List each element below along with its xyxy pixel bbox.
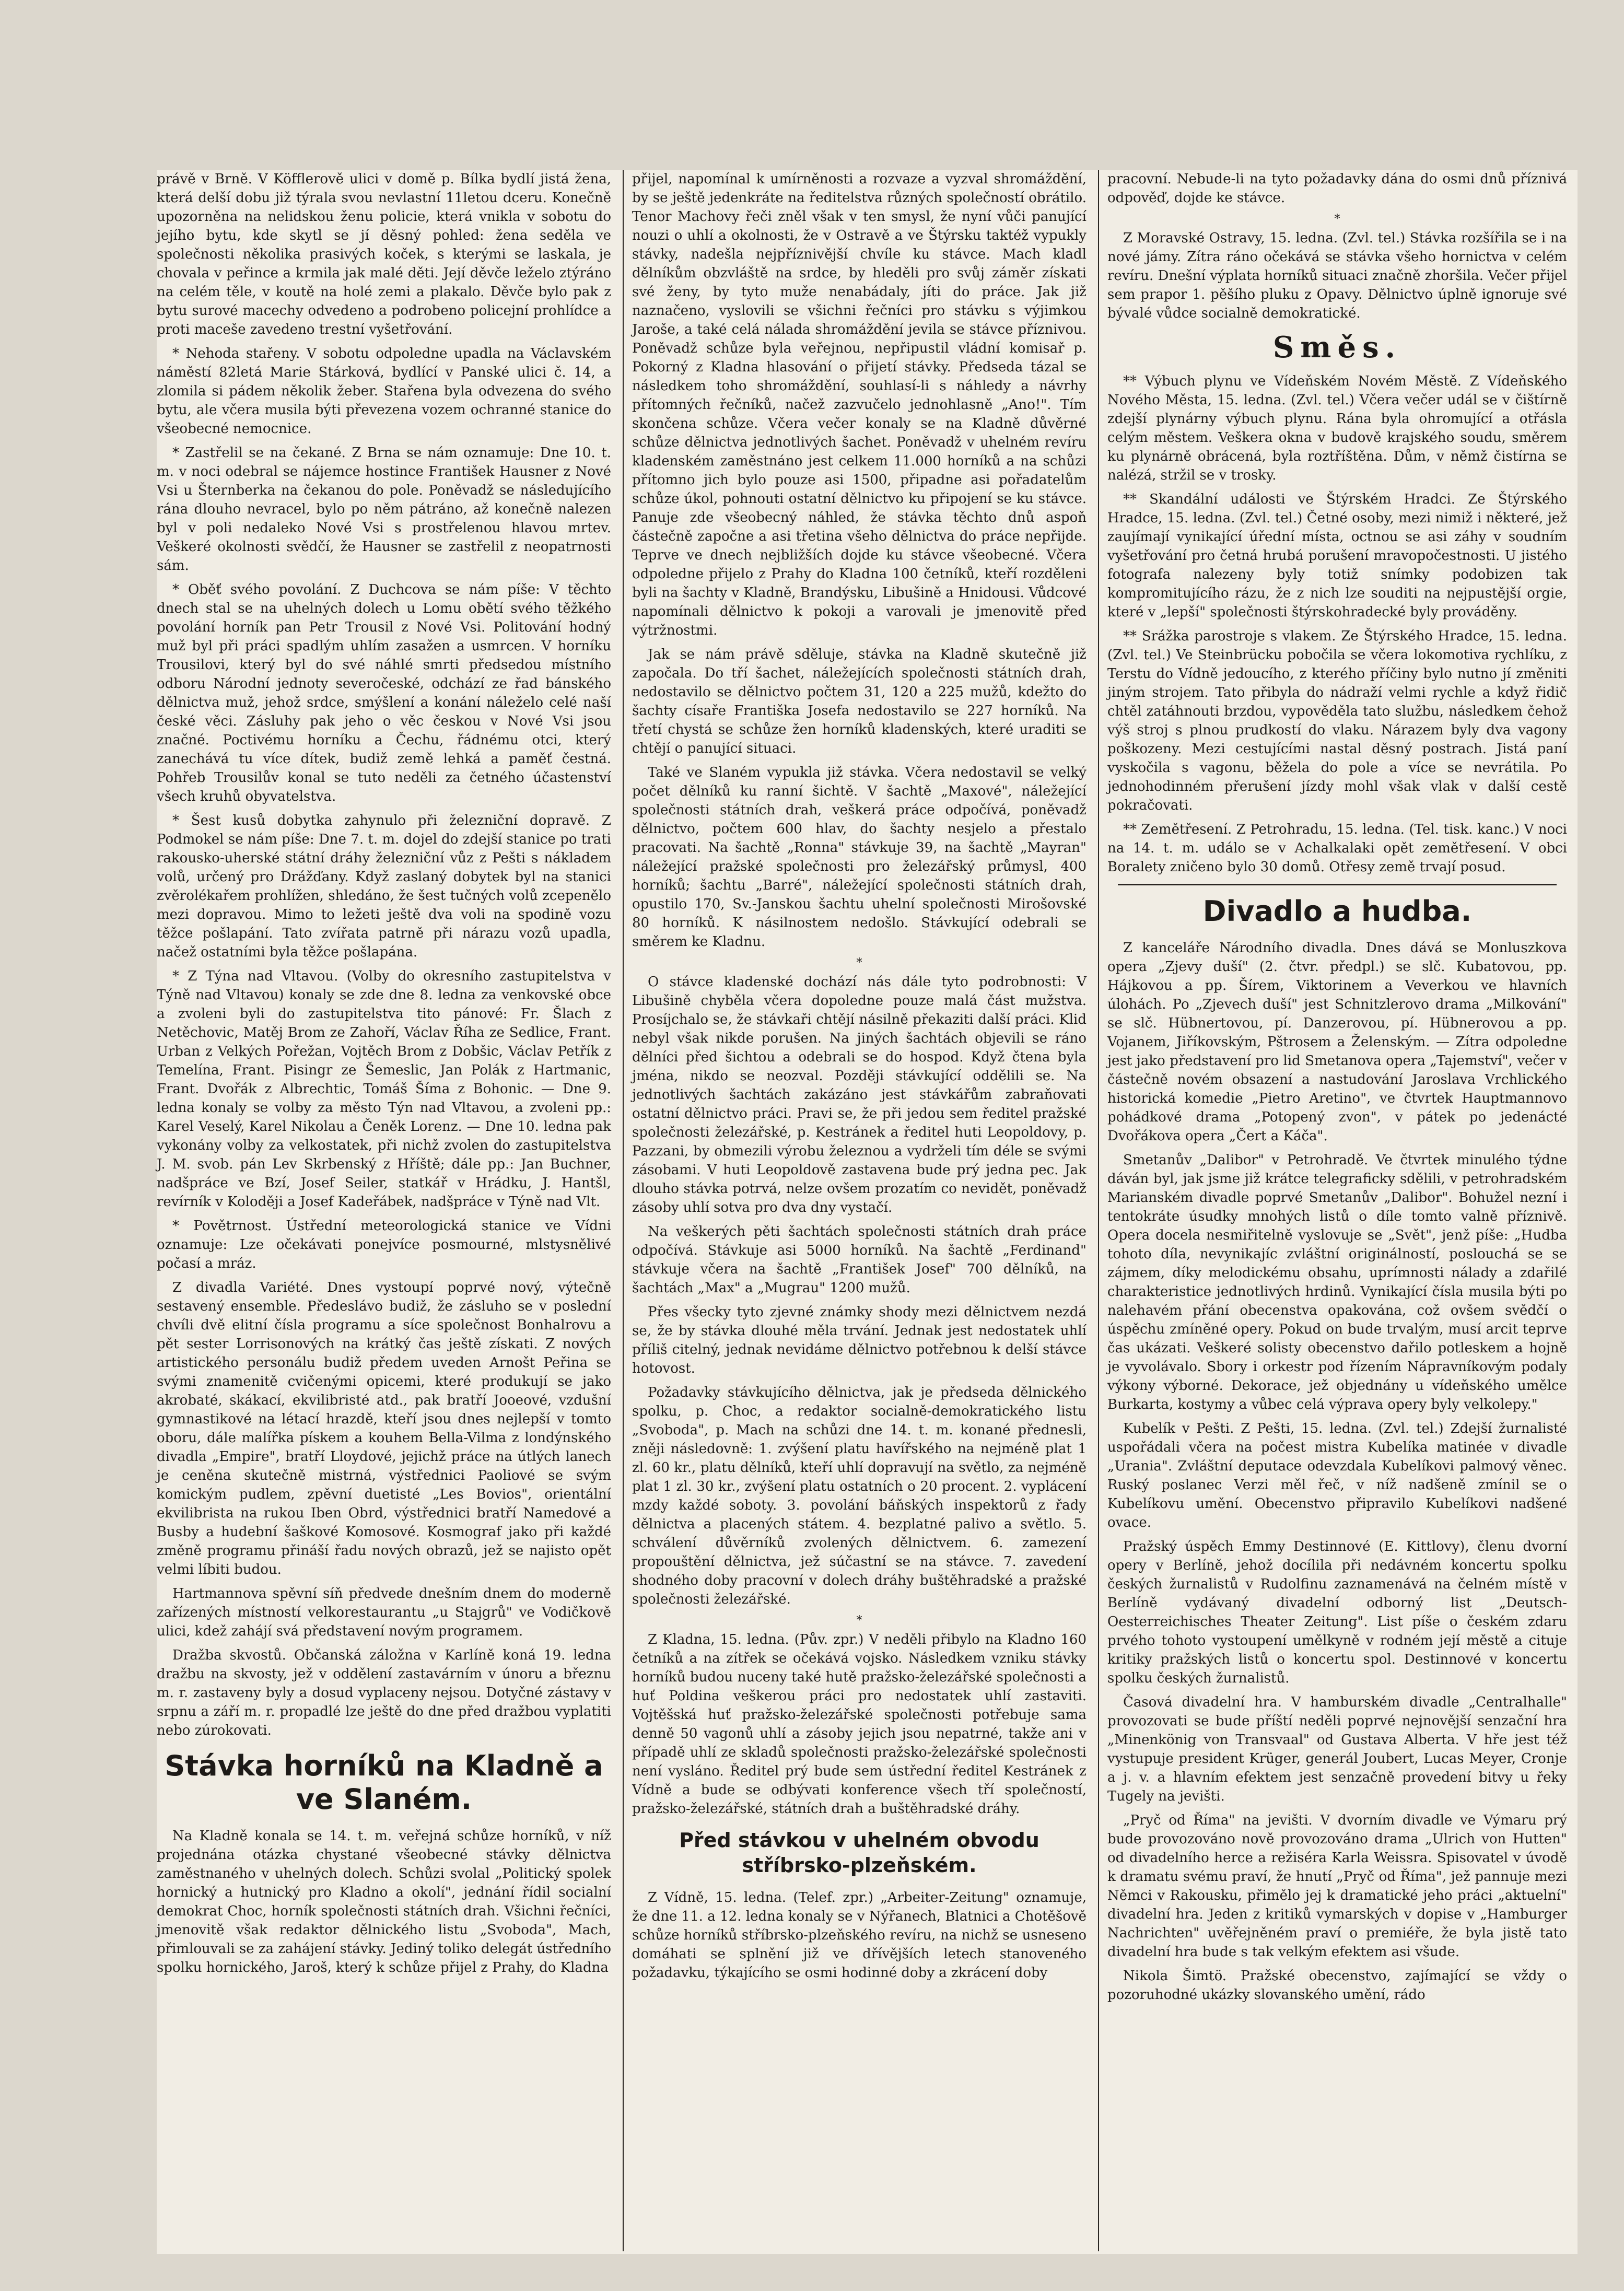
article-text: Na veškerých pěti šachtách společnosti státních drah práce odpočívá. Stávkuje asi 5000 horníků. Na šachtě „Ferdinand" stávkuje včera na šachtě „František Josef" 700 dělníků, na šachtách „Max" a „Mugrau" 1200 mužů. bbox=[632, 1224, 1086, 1296]
article-text: Jak se nám právě sděluje, stávka na Kladně skutečně již započala. Do tří šachet, náležejících společnosti státních drah, nedostavilo se dělnictvo počtem 31, 120 a 225 mužů, kdežto do šachty císaře Františka Josefa nedostavilo se 227 horníků. Na třetí chystá se schůze žen horníků kladenských, které uraditi se chtějí o panující situaci. bbox=[632, 647, 1086, 756]
column-right bbox=[1107, 170, 1567, 2009]
article-text: Smetanův „Dalibor" v Petrohradě. Ve čtvrtek minulého týdne dáván byl, jak jsme již krátce telegraficky sdělili, v petrohradském Marianském divadle poprvé Smetanův „Dalibor". Bohužel nezní i tentokráte úsudky mnohých listů o díle tomto valně příznivě. Opera docela nesmiřitelně vyslovuje se „Svět", jenž píše: „Hudba tohoto díla, nevynikajíc zvláštní originálností, poslouchá se se zájmem, díky melodickému obsahu, uprímnosti nálady a zdařilé charakteristice jednotlivých hrdinů. Vynikající čísla musila býti po nalehavém přání obecenstva opakována, což ovšem svědčí o úspěchu zmíněné opery. Pokud on bude trvalým, musí arcit teprve čas ukázati. Veškeré solisty obecenstvo dařilo potleskem a hojně je vyvolávalo. Sbory i orkestr pod řízením Nápravníkovým podaly výkony výborné. Dekorace, jež objednány u vídeňského umělce Burkarta, kostymy a vůbec celá výprava opery byly velkolepy." bbox=[1107, 1152, 1567, 1412]
separator-star: * bbox=[1334, 213, 1340, 226]
separator-star: * bbox=[856, 1614, 862, 1627]
article-text: ** Skandální události ve Štýrském Hradci. Ze Štýrského Hradce, 15. ledna. (Zvl. tel.) Četné osoby, mezi nimiž i některé, jež zaujímají vynikající úřední místa, octnou se asi záhy v soudním vyšetřování pro četná hrubá porušení mravopočestnosti. U jistého fotografa nalezeny byly totiž snímky podobizen tak kompromitujícího rázu, že z nich lze souditi na nejpustější orgie, které v „lepší" společnosti štýrskohradecké byly prováděny. bbox=[1107, 492, 1567, 620]
article-text: přijel, napomínal k umírněnosti a rozvaze a vyzval shromáždění, by se ještě jedenkráte na ředitelstva různých společností obrátilo. Tenor Machovy řeči zněl však v ten smysl, že nyní vůči panující nouzi o uhlí a okolnosti, že v Ostravě a ve Štýrsku taktéž vypukly stávky, nadešla nejpříznivější chvíle ku stávce. Mach kladl dělníkům obzvláště na srdce, by hleděli pro svůj záměr získati své ženy, by tyto muže nenabádaly, jíti do práce. Jak již naznačeno, vyslovili se všichni řečníci pro stávku s výjimkou Jaroše, a také celá nálada shromáždění jevila se stávce příznivou. Poněvadž schůze byla veřejnou, nepřipustil vládní komisař p. Pokorný z Kladna hlasování o přijetí stávky. Předseda tázal se následkem toho shromáždění, souhlasí-li s náhledy a návrhy přítomných řečníků, načež zazvučelo jednohlasně „Ano!". Tím skončena schůze. Včera večer konaly se na Kladně důvěrné schůze dělnictva jednotlivých šachet. Poněvadž v uhelném revíru kladenském zaměstnáno jest celkem 11.000 horníků a na schůzi přítomno jich bylo pouze asi 1500, připadne asi pořadatelům schůze úkol, pohnouti ostatní dělnictvo ku připojení se ku stávce. Panuje zde všeobecný náhled, že stávka těchto dnů aspoň částečně započne a asi třetina všeho dělnictva do práce nepřijde. Teprve ve dnech nejbližších dojde ku stávce všeobecné. Včera odpoledne přijelo z Prahy do Kladna 100 četníků, kteří rozděleni byli na šachty v Kladně, Brandýsku, Libušině a Hnidousi. Vůdcové napomínali dělnictvo k pokoji a varovali je jmenovitě před výtržnostmi. bbox=[632, 171, 1086, 638]
newspaper-page bbox=[157, 170, 1578, 2254]
article-text: „Pryč od Říma" na jevišti. V dvorním divadle ve Výmaru prý bude provozováno nově provozováno drama „Ulrich von Hutten" od divadelního herce a režiséra Karla Weissra. Spisovatel v úvodě k dramatu svému praví, že hnutí „Pryč od Říma", jež pannuje mezi Němci v Rakousku, přimělo jej k dramatické jeho práci „aktuelní" divadelní hra. Jeden z kritiků vymarských v dopise v „Hamburger Nachrichten" uvěřejněném praví o premiéře, že byla jistě tato divadelní hra bude s tak velkým efektem asi všude. bbox=[1107, 1813, 1567, 1960]
article-text: Dražba skvostů. Občanská záložna v Karlíně koná 19. ledna dražbu na skvosty, jež v oddělení zastavárním v únoru a březnu m. r. zastaveny byly a dosud vyplaceny nejsou. Dotyčné zástavy v srpnu a září m. r. propadlé lze ještě do dne před dražbou vyplatiti nebo zúrokovati. bbox=[157, 1647, 611, 1738]
article-text: Z kanceláře Národního divadla. Dnes dává se Monluszkova opera „Zjevy duší" (2. čtvr. předpl.) se slč. Kubatovou, pp. Hájkovou a pp. Šírem, Viktorinem a Veverkou ve hlavních úlohách. Po „Zjevech duší" jest Schnitzlerovo drama „Milkování" se slč. Hübnertovou, pí. Danzerovou, pí. Hübnerovou a pp. Vojanem, Jiříkovským, Pštrosem a Želenským. — Zítra odpoledne jest jako představení pro lid Smetanova opera „Tajemství", večer v částečně novém obsazení a nastudování Jaroslava Vrchlického historická komedie „Pietro Aretino", ve čtvrtek Hauptmannovo pohádkové drama „Potopený zvon", v pátek po jedenácté Dvořákova opera „Čert a Káča". bbox=[1107, 940, 1567, 1144]
article-headline: Před stávkou v uhelném obvodu stříbrsko-plzeňském. bbox=[679, 1829, 1039, 1877]
section-rule bbox=[1118, 884, 1557, 885]
article-text: Z Vídně, 15. ledna. (Telef. zpr.) „Arbeiter-Zeitung" oznamuje, že dne 11. a 12. ledna konaly se v Nýřanech, Blatnici a Chotěšově schůze horníků stříbrsko-plzeňského revíru, na nichž se usneseno domáhati se splnění již ve dřívějších letech stanoveného požadavku, týkajícího se osmi hodinné doby a zkrácení doby bbox=[632, 1890, 1086, 1981]
separator-star: * bbox=[856, 956, 862, 969]
article-text: Z Kladna, 15. ledna. (Pův. zpr.) V neděli přibylo na Kladno 160 četníků a na zítřek se očekává vojsko. Následkem vzniku stávky horníků budou nuceny také hutě pražsko-železářské společnosti a huť Poldina veškerou práci pro nedostatek uhlí zastaviti. Vojtěšská huť pražsko-železářské společnosti potřebuje sama denně 50 vagonů uhlí a zásoby jejich jsou nepatrné, takže ani v případě uhlí ze skladů společnosti pražsko-železářské společnosti není vysláno. Ředitel prý bude sem ústřední ředitel Kestránek z Vídně a bude se odbývati konference všech tří společností, pražsko-železářské, státních drah a buštěhradské dráhy. bbox=[632, 1632, 1086, 1817]
article-text: Na Kladně konala se 14. t. m. veřejná schůze horníků, v níž projednána otázka chystané všeobecné stávky dělnictva zaměstnaného v uhelných dolech. Schůzi svolal „Politický spolek hornický a hutnický pro Kladno a okolí", jednání řídil socialní demokrat Choc, horník společnosti státních drah. Všichni řečníci, jmenovitě však redaktor dělnického listu „Svoboda", Mach, přimlouvali se za zahájení stávky. Jediný toliko delegát ústředního spolku hornického, Jaroš, který k schůze přijel z Prahy, do Kladna bbox=[157, 1828, 611, 1976]
article-text: O stávce kladenské dochází nás dále tyto podrobnosti: V Libušině chyběla včera dopoledne pouze malá část mužstva. Prosíjchalo se, že stávkaři chtějí násilně překaziti další práci. Klid nebyl však nikde porušen. Na jiných šachtách objevili se ráno dělníci před šichtou a odebrali se do hospod. Když čtena byla jména, nikdo se neozval. Později stávkující oddělili se. Na jednotlivých šachtách zakázáno jest stávkářům zabraňovati ostatní dělnictvo práci. Pravi se, že při jedou sem ředitel pražské společnosti železářské, p. Kestránek a ředitel huti Leopoldovy, p. Pazzani, by obmezili výrobu železnou a vydrželi tím déle se svými zásobami. V huti Leopoldově zastavena bude prý jedna pec. Jak dlouho stávka potrvá, nelze ovšem prozatím co nevidět, poněvadž zásoby uhlí sotva pro dva dny vystačí. bbox=[632, 974, 1086, 1215]
article-text: ** Zemětřesení. Z Petrohradu, 15. ledna. (Tel. tisk. kanc.) V noci na 14. t. m. událo se v Achalkalaki opět zemětřesení. V obci Boralety zničeno bylo 30 domů. Otřesy země trvají posud. bbox=[1107, 822, 1567, 875]
article-headline: Stávka horníků na Kladně a ve Slaném. bbox=[165, 1749, 603, 1816]
article-text: * Oběť svého povolání. Z Duchcova se nám píše: V těchto dnech stal se na uhelných dolech u Lomu obětí svého těžkého povolání horník pan Petr Trousil z Nové Vsi. Politování hodný muž byl při práci spadlým uhlím zasažen a usmrcen. V horníku Trousilovi, který byl do své náhlé smrti předsedou místního odboru Národní jednoty severočeské, odchází ze řad bánského dělnictva muž, jehož srdce, smýšlení a konání náleželo celé naší české věci. Zásluhy pak jeho o věc českou v Nové Vsi jsou značné. Poctivému horníku a Čechu, řádnému otci, který zanechává tu více dítek, budiž země lehká a paměť čestná. Pohřeb Trousilův konal se tuto neděli za četného účastenství všech kruhů obyvatelstva. bbox=[157, 582, 611, 804]
article-text: Kubelík v Pešti. Z Pešti, 15. ledna. (Zvl. tel.) Zdejší žurnalisté uspořádali včera na počest mistra Kubelíka matinée v divadle „Urania". Zvláštní deputace odevzdala Kubelíkovi palmový věnec. Ruský poslanec Verzi měl řeč, v níž nadšeně zmínil se o Kubelíkovu umění. Obecenstvo připravilo Kubelíkovi nadšené ovace. bbox=[1107, 1421, 1567, 1530]
article-text: Přes všecky tyto zjevné známky shody mezi dělnictvem nezdá se, že by stávka dlouhé měla trvání. Jednak jest nedostatek uhlí příliš citelný, jednak nevidáme dělnictvo potřebnou k delší stávce hotovost. bbox=[632, 1304, 1086, 1376]
column-middle bbox=[632, 170, 1086, 1988]
article-text: * Povětrnost. Ústřední meteorologická stanice ve Vídni oznamuje: Lze očekávati ponejvíce posmourné, mlstysnělivé počasí a mráz. bbox=[157, 1218, 611, 1271]
article-text: Hartmannova spěvní síň předvede dnešním dnem do moderně zařízených místností velkorestaurantu „u Stajgrů" ve Vodičkově ulici, kdež zahájí svá představení novým programem. bbox=[157, 1586, 611, 1639]
article-text: * Zastřelil se na čekané. Z Brna se nám oznamuje: Dne 10. t. m. v noci odebral se nájemce hostince František Hausner z Nové Vsi u Šternberka na čekanou do pole. Poněvadž se následujícího rána dlouho nevracel, bylo po něm pátráno, až konečně nalezen byl v poli nedaleko Nové Vsi s prostřelenou hlavou mrtev. Veškeré okolnosti svědčí, že Hausner se zastřelil z neopatrnosti sám. bbox=[157, 445, 611, 574]
article-text: ** Výbuch plynu ve Vídeňském Novém Městě. Z Vídeňského Nového Města, 15. ledna. (Zvl. tel.) Včera večer udál se v čištírně zdejší plynárny výbuch plynu. Rána byla ohromující a otřásla celým městem. Veškera okna v budově krajského soudu, směrem ku plynárně obrácená, byla roztříštěna. Dům, v němž čistírna se nalézá, stržil se v trosky. bbox=[1107, 373, 1567, 483]
article-text: ** Srážka parostroje s vlakem. Ze Štýrského Hradce, 15. ledna. (Zvl. tel.) Ve Steinbrücku pobočila se včera lokomotiva rychlíku, z Terstu do Vídně jedoucího, z kterého příčiny bylo nutno jí změniti jiným strojem. Tato přibyla do nádraží velmi rychle a když řidič chtěl zatáhnouti brzdou, vypověděla tato službu, následkem čehož výš stroj s plnou prudkostí do vlaku. Nárazem byly dva vagony poškozeny. Mezi cestujícími nastal děsný postrach. Jistá paní vyskočila s vagonu, běžela do pole a více se nevrátila. Po jednohodinném přerušení jízdy mohl však vlak v další cestě pokračovati. bbox=[1107, 628, 1567, 813]
article-text: * Nehoda stařeny. V sobotu odpoledne upadla na Václavském náměstí 82letá Marie Stárková, bydlící v Panské ulici č. 14, a zlomila si pádem několik žeber. Stařena byla odvezena do svého bytu, ale včera musila býti převezena vozem ochranné stanice do všeobecné nemocnice. bbox=[157, 346, 611, 437]
column-divider bbox=[623, 170, 624, 2251]
article-text: Pražský úspěch Emmy Destinnové (E. Kittlovy), členu dvorní opery v Berlíně, jehož docílila při nedávném koncertu spolku českých žurnalistů v Rudolfinu zaznamenává na čelném místě v Berlíně vydávaný divadelní odborný list „Deutsch-Oesterreichisches Theater Zeitung". List píše o českém zdaru prvého tohoto vystoupení umělkyně v rodném její městě a cituje kritiky pražských listů o koncertu spol. Destinnové v koncertu spolku českých žurnalistů. bbox=[1107, 1539, 1567, 1686]
article-text: * Z Týna nad Vltavou. (Volby do okresního zastupitelstva v Týně nad Vltavou) konaly se zde dne 8. ledna za venkovské obce a zvoleni byli do zastupitelstva tito pánové: Fr. Šlach z Netěchovic, Matěj Brom ze Zahoří, Václav Říha ze Sedlice, Frant. Urban z Velkých Pořežan, Vojtěch Brom z Dobšic, Václav Petřík z Temelína, Frant. Pisingr ze Šemeslic, Jan Polák z Hartmanic, Frant. Dvořák z Albrechtic, Tomáš Šíma z Bohonic. — Dne 9. ledna konaly se volby za město Týn nad Vltavou, a zvoleni pp.: Karel Veselý, Karel Nikolau a Čeněk Lorenz. — Dne 10. ledna pak vykonány volby za velkostatek, při nichž zvolen do zastupitelstva J. M. svob. pán Lev Skrbenský z Hříště; dále pp.: Jan Buchner, nadšpráce ve Bzí, Josef Seiler, statkář v Hrádku, J. Hantšl, revírník v Koloději a Josef Kadeřábek, nadšpráce v Týně nad Vlt. bbox=[157, 968, 611, 1210]
article-text: * Šest kusů dobytka zahynulo při železniční dopravě. Z Podmokel se nám píše: Dne 7. t. m. dojel do zdejší stanice po trati rakousko-uherské státní dráhy železniční vůz z Pešti s nákladem volů, určený pro Drážďany. Když zaslaný dobytek byl na stanici zvěrolékařem prohlížen, shledáno, že šest tučných volů zcepenělo mezi dopravou. Mimo to ležeti ještě dva voli na spodině vozu těžce pošlapání. Tato zvířata patrně při nárazu vozů upadla, načež ostatními byla těžce pošlapána. bbox=[157, 813, 611, 960]
article-text: Z Moravské Ostravy, 15. ledna. (Zvl. tel.) Stávka rozšířila se i na nové jámy. Zítra ráno očekává se stávka všeho hornictva v celém revíru. Dnešní výplata horníků situaci značně zhoršila. Večer přijel sem prapor 1. pěšího pluku z Opavy. Dělnictvo úplně ignoruje své bývalé vůdce socialně demokratické. bbox=[1107, 230, 1567, 321]
section-heading: Směs. bbox=[1272, 330, 1402, 365]
article-text: právě v Brně. V Köfflerově ulici v domě p. Bílka bydlí jistá žena, která delší dobu již týrala svou nevlastní 11letou dceru. Konečně upozorněna na nelidskou ženu policie, která vnikla v sobotu do jejího bytu, kde skytl se jí děsný pohled: žena seděla ve společnosti několika prasivých koček, s kterými se laskala, je chovala v peřince a krmila jak malé děti. Její děvče leželo ztýráno na celém těle, v koutě na holé zemi a plakalo. Děvče bylo pak z bytu surové macechy odvedeno a podrobeno policejní prohlídce a proti maceše zavedeno trestní vyšetřování. bbox=[157, 171, 611, 337]
column-left bbox=[157, 170, 611, 1982]
article-text: Časová divadelní hra. V hamburském divadle „Centralhalle" provozovati se bude příští neděli poprvé nejnovější senzační hra „Minenkönig von Transvaal" od Gustava Alberta. V hře jest též vystupuje president Krüger, generál Joubert, Lucas Meyer, Cronje a j. v. a hlavním efektem jest senzačně provedení bitvy u řeky Tugely na jevišti. bbox=[1107, 1694, 1567, 1804]
article-text: pracovní. Nebude-li na tyto požadavky dána do osmi dnů příznivá odpověď, dojde ke stávce. bbox=[1107, 171, 1567, 206]
section-heading: Divadlo a hudba. bbox=[1202, 895, 1472, 928]
article-text: Z divadla Variété. Dnes vystoupí poprvé nový, výtečně sestavený ensemble. Předeslávo budiž, že zásluho se v poslední chvíli dvě elitní čísla programu a síce společnost Bonhalrovu a pět sester Lorrisonových na krátký čas ještě získati. Z nových artistického personálu budiž předem uveden Arnošt Peřina se svými znamenitě cvičenými opicemi, které produkují se jako akrobaté, skákací, ekvilibristé atd., pak bratří Jooeové, vzdušní gymnastikové na létací hrazdě, kteří jsou dnes nejlepší v tomto oboru, dále malířka pískem a kouhem Bella-Vilma z londýnského divadla „Empire", bratří Lloydové, jejichž práce na útlých lanech je ceněna skutečně mistrná, výstřednici Paoliové se svým komickým pudlem, zpěvní duetisté „Les Bovios", orientální ekvilibrista na rukou Iben Obrd, výstřednici bratří Namedové a Busby a hudební šaškové Komosové. Kosmograf jako při každé změně programu přináší řadu nových obrazů, jež se najisto opět velmi líbiti budou. bbox=[157, 1280, 611, 1577]
article-text: Také ve Slaném vypukla již stávka. Včera nedostavil se velký počet dělníků ku ranní šichtě. V šachtě „Maxové", náležející společnosti státních drah, veškerá práce odpočívá, poněvadž dělnictvo, počtem 600 hlav, do šachty nesjelo a přestalo pracovati. Na šachtě „Ronna" stávkuje 39, na šachtě „Mayran" náležející pražské společnosti pro železářský průmysl, 400 horníků; šachtu „Barré", náležející společnosti státních drah, opustilo 170, Sv.-Janskou šachtu uhelní společnosti Mirošovské 80 horníků. K násilnostem nedošlo. Stávkující odebrali se směrem ke Kladnu. bbox=[632, 765, 1086, 950]
column-divider bbox=[1098, 170, 1099, 2251]
article-text: Požadavky stávkujícího dělnictva, jak je předseda dělnického spolku, p. Choc, a redaktor socialně-demokratického listu „Svoboda", p. Mach na schůzi dne 14. t. m. konané přednesli, zněji následovně: 1. zvýšení platu havířského na nejméně plat 1 zl. 60 kr., platu dělníků, kteří uhlí dopravují na světlo, za nejméně plat 1 zl. 30 kr., zvýšení platu ostatních o 20 procent. 2. vyplácení mzdy každé soboty. 3. povolání báňských inspektorů z řady dělnictva a placených státem. 4. bezplatné palivo a světlo. 5. schválení důvěrníků zvolených dělnictvem. 6. zamezení propouštění dělnictva, jež súčastní se na stávce. 7. zavedení shodného doby pracovní v dolech dráhy buštěhradské a pražské společnosti železářské. bbox=[632, 1385, 1086, 1607]
article-text: Nikola Šimtö. Pražské obecenstvo, zajímající se vždy o pozoruhodné ukázky slovanského umění, rádo bbox=[1107, 1968, 1567, 2003]
